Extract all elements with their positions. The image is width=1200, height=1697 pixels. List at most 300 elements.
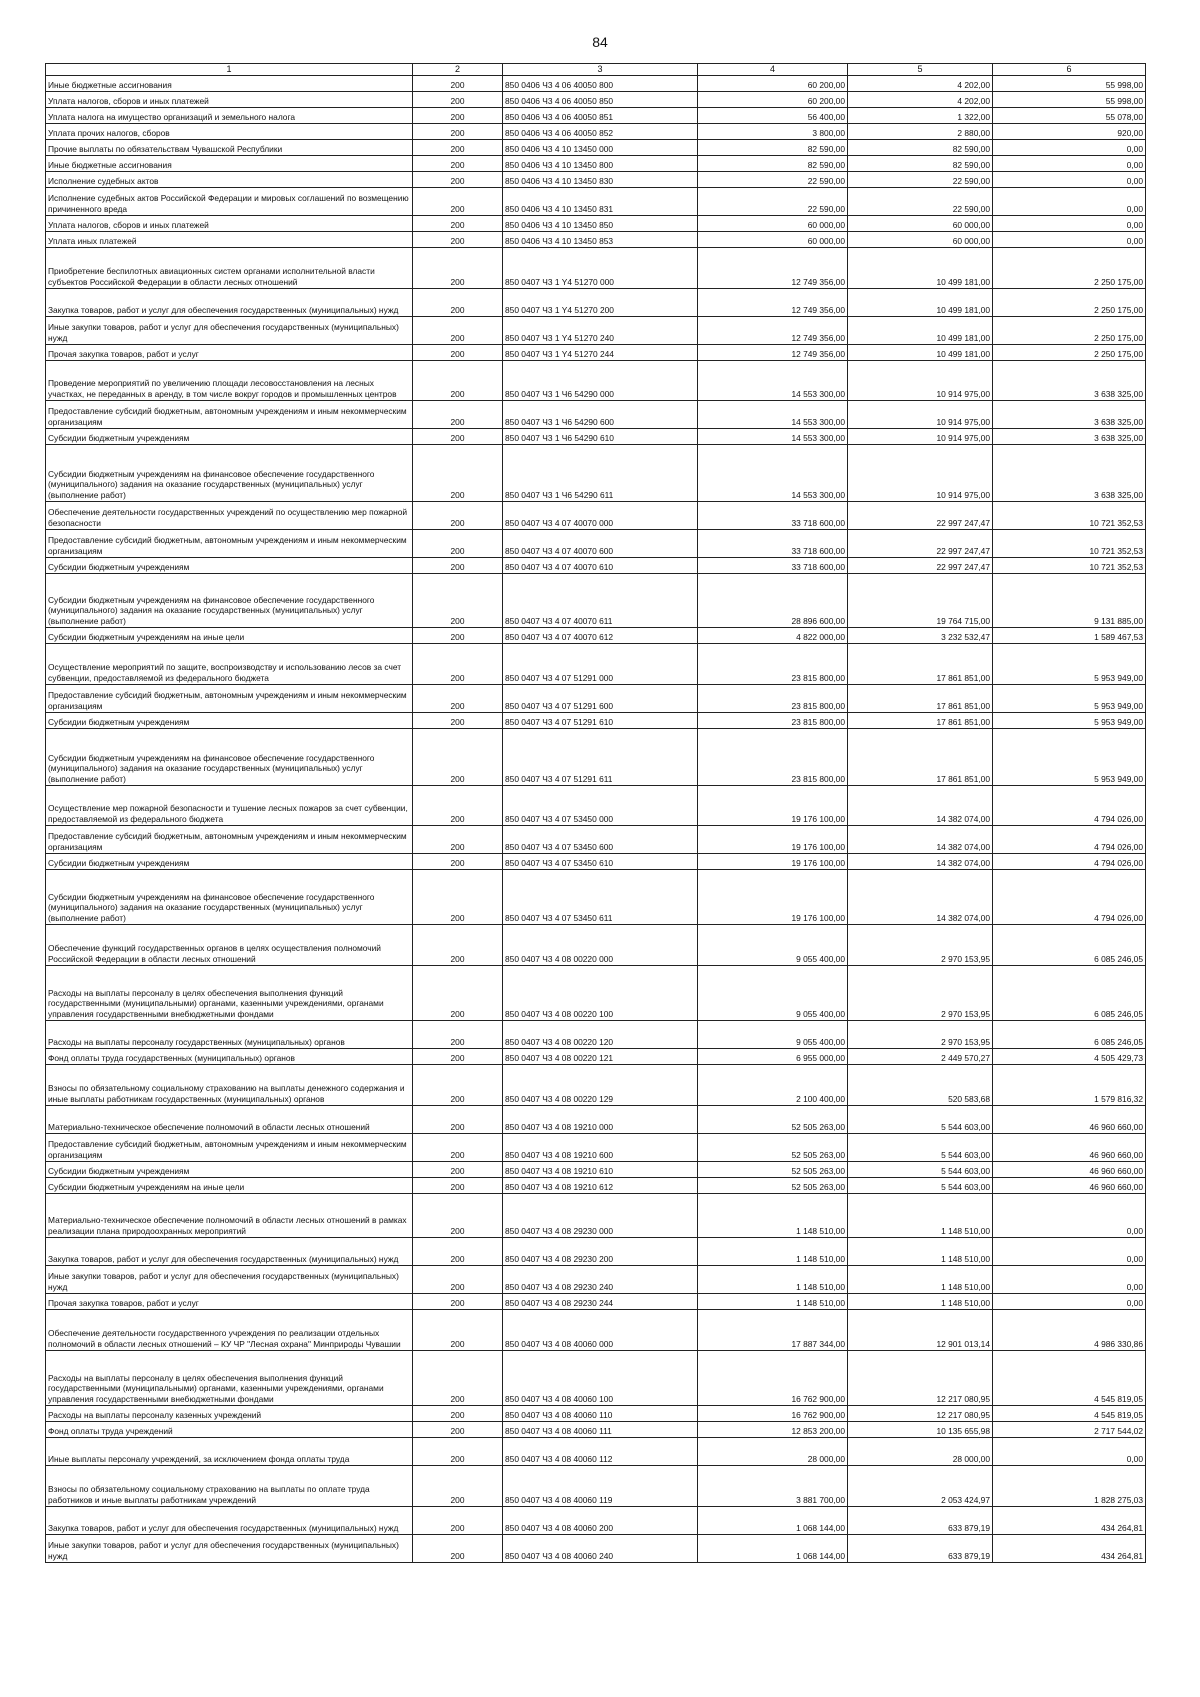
row-value-executed: 12 217 080,95 [848,1405,993,1421]
table-row [46,1048,1146,1064]
row-value-executed: 4 202,00 [848,91,993,107]
row-name: Материально-техническое обеспечение полномочий в области лесных отношений [46,1105,413,1133]
row-name: Фонд оплаты труда учреждений [46,1421,413,1437]
row-value-remaining: 3 638 325,00 [993,444,1146,501]
row-value-remaining: 0,00 [993,231,1146,247]
row-value-approved: 14 553 300,00 [698,360,848,400]
row-name: Прочие выплаты по обязательствам Чувашской Республики [46,139,413,155]
row-value-approved: 12 749 356,00 [698,288,848,316]
row-kbk: 850 0406 Ч3 4 10 13450 850 [503,215,698,231]
row-name: Обеспечение деятельности государственных учреждений по осуществлению мер пожарной безопасности [46,501,413,529]
table-row [46,1105,1146,1133]
row-kbk: 850 0407 Ч3 1 Ч6 54290 611 [503,444,698,501]
row-value-executed: 10 135 655,98 [848,1421,993,1437]
row-name: Иные выплаты персоналу учреждений, за исключением фонда оплаты труда [46,1437,413,1465]
row-name: Расходы на выплаты персоналу в целях обеспечения выполнения функций государственными (муниципальными) органами, казенными учреждениями, органами управления государственными внебюджетными фондами [46,965,413,1020]
row-code: 200 [413,1048,503,1064]
row-code: 200 [413,444,503,501]
row-value-approved: 12 749 356,00 [698,316,848,344]
row-name: Закупка товаров, работ и услуг для обеспечения государственных (муниципальных) нужд [46,1237,413,1265]
row-value-remaining: 1 589 467,53 [993,627,1146,643]
row-kbk: 850 0407 Ч3 1 Y4 51270 240 [503,316,698,344]
row-kbk: 850 0407 Ч3 4 07 53450 611 [503,869,698,924]
row-name: Субсидии бюджетным учреждениям [46,1161,413,1177]
row-value-approved: 60 200,00 [698,75,848,91]
row-value-executed: 2 970 153,95 [848,924,993,965]
row-value-approved: 14 553 300,00 [698,400,848,428]
table-row [46,247,1146,288]
row-code: 200 [413,155,503,171]
row-value-remaining: 0,00 [993,1293,1146,1309]
row-kbk: 850 0407 Ч3 4 07 40070 612 [503,627,698,643]
row-kbk: 850 0407 Ч3 4 08 40060 110 [503,1405,698,1421]
row-value-remaining: 2 250 175,00 [993,316,1146,344]
row-name: Прочая закупка товаров, работ и услуг [46,1293,413,1309]
row-code: 200 [413,501,503,529]
row-name: Предоставление субсидий бюджетным, автономным учреждениям и иным некоммерческим организациям [46,825,413,853]
row-kbk: 850 0407 Ч3 1 Y4 51270 244 [503,344,698,360]
row-value-approved: 1 068 144,00 [698,1534,848,1562]
row-code: 200 [413,1105,503,1133]
row-value-approved: 23 815 800,00 [698,712,848,728]
row-value-executed: 1 322,00 [848,107,993,123]
row-value-executed: 22 997 247,47 [848,557,993,573]
row-value-executed: 60 000,00 [848,231,993,247]
row-code: 200 [413,1465,503,1506]
row-value-executed: 4 202,00 [848,75,993,91]
table-row [46,123,1146,139]
row-value-executed: 14 382 074,00 [848,785,993,825]
row-value-approved: 33 718 600,00 [698,501,848,529]
row-value-executed: 10 499 181,00 [848,247,993,288]
row-value-executed: 5 544 603,00 [848,1105,993,1133]
table-row [46,1265,1146,1293]
header-row [46,64,1146,76]
table-row [46,1350,1146,1405]
table-row [46,1161,1146,1177]
table-row [46,643,1146,684]
row-value-approved: 82 590,00 [698,139,848,155]
row-kbk: 850 0406 Ч3 4 06 40050 851 [503,107,698,123]
row-value-remaining: 920,00 [993,123,1146,139]
row-value-approved: 23 815 800,00 [698,643,848,684]
row-kbk: 850 0407 Ч3 4 07 51291 611 [503,728,698,785]
row-value-executed: 17 861 851,00 [848,712,993,728]
row-value-approved: 23 815 800,00 [698,728,848,785]
row-kbk: 850 0407 Ч3 4 08 19210 600 [503,1133,698,1161]
row-value-remaining: 4 794 026,00 [993,869,1146,924]
row-value-remaining: 46 960 660,00 [993,1161,1146,1177]
column-header-2: 2 [413,64,503,76]
row-value-executed: 22 997 247,47 [848,501,993,529]
row-kbk: 850 0406 Ч3 4 06 40050 850 [503,91,698,107]
table-body [46,75,1146,1562]
table-row [46,1237,1146,1265]
row-kbk: 850 0407 Ч3 4 08 00220 100 [503,965,698,1020]
row-value-remaining: 2 250 175,00 [993,344,1146,360]
row-code: 200 [413,1237,503,1265]
row-value-executed: 10 914 975,00 [848,400,993,428]
column-header-4: 4 [698,64,848,76]
row-code: 200 [413,107,503,123]
row-name: Субсидии бюджетным учреждениям [46,853,413,869]
row-code: 200 [413,643,503,684]
row-value-approved: 17 887 344,00 [698,1309,848,1350]
row-kbk: 850 0406 Ч3 4 10 13450 853 [503,231,698,247]
row-kbk: 850 0407 Ч3 4 08 40060 000 [503,1309,698,1350]
row-value-remaining: 55 078,00 [993,107,1146,123]
row-value-approved: 1 148 510,00 [698,1265,848,1293]
row-kbk: 850 0407 Ч3 4 07 53450 600 [503,825,698,853]
row-value-executed: 19 764 715,00 [848,573,993,627]
row-value-executed: 10 914 975,00 [848,360,993,400]
column-header-3: 3 [503,64,698,76]
row-kbk: 850 0406 Ч3 4 10 13450 800 [503,155,698,171]
row-code: 200 [413,1064,503,1105]
row-name: Обеспечение функций государственных органов в целях осуществления полномочий Российской Федерации в области лесных отношений [46,924,413,965]
row-code: 200 [413,1437,503,1465]
row-kbk: 850 0407 Ч3 4 07 51291 000 [503,643,698,684]
table-row [46,627,1146,643]
row-value-executed: 10 499 181,00 [848,344,993,360]
row-value-approved: 12 853 200,00 [698,1421,848,1437]
row-kbk: 850 0407 Ч3 4 07 40070 600 [503,529,698,557]
row-value-remaining: 1 579 816,32 [993,1064,1146,1105]
row-value-executed: 10 499 181,00 [848,316,993,344]
row-value-remaining: 0,00 [993,187,1146,215]
row-name: Проведение мероприятий по увеличению площади лесовосстановления на лесных участках, не переданных в аренду, в том числе вокруг городов и промышленных центров [46,360,413,400]
row-code: 200 [413,1133,503,1161]
row-value-approved: 14 553 300,00 [698,444,848,501]
row-value-remaining: 2 717 544,02 [993,1421,1146,1437]
table-row [46,215,1146,231]
row-code: 200 [413,728,503,785]
row-name: Расходы на выплаты персоналу в целях обеспечения выполнения функций государственными (муниципальными) органами, казенными учреждениями, органами управления государственными внебюджетными фондами [46,1350,413,1405]
row-value-approved: 4 822 000,00 [698,627,848,643]
row-value-executed: 17 861 851,00 [848,643,993,684]
row-kbk: 850 0407 Ч3 4 08 00220 120 [503,1020,698,1048]
row-value-remaining: 0,00 [993,139,1146,155]
row-code: 200 [413,712,503,728]
row-value-executed: 10 499 181,00 [848,288,993,316]
page-number: 84 [592,34,608,50]
row-value-approved: 23 815 800,00 [698,684,848,712]
table-row [46,573,1146,627]
row-name: Исполнение судебных актов [46,171,413,187]
table-row [46,91,1146,107]
table-row [46,1193,1146,1237]
row-code: 200 [413,344,503,360]
table-row [46,1465,1146,1506]
row-code: 200 [413,123,503,139]
row-code: 200 [413,316,503,344]
row-name: Иные закупки товаров, работ и услуг для обеспечения государственных (муниципальных) нужд [46,1534,413,1562]
row-value-approved: 3 800,00 [698,123,848,139]
row-kbk: 850 0407 Ч3 4 08 19210 000 [503,1105,698,1133]
row-value-executed: 2 880,00 [848,123,993,139]
row-code: 200 [413,853,503,869]
table-row [46,231,1146,247]
row-value-executed: 2 970 153,95 [848,1020,993,1048]
row-code: 200 [413,171,503,187]
table-row [46,187,1146,215]
row-code: 200 [413,360,503,400]
row-kbk: 850 0407 Ч3 4 08 00220 129 [503,1064,698,1105]
row-value-remaining: 10 721 352,53 [993,529,1146,557]
row-code: 200 [413,1177,503,1193]
row-kbk: 850 0407 Ч3 1 Ч6 54290 000 [503,360,698,400]
row-value-remaining: 55 998,00 [993,75,1146,91]
row-value-remaining: 46 960 660,00 [993,1177,1146,1193]
table-row [46,825,1146,853]
row-value-approved: 12 749 356,00 [698,247,848,288]
row-value-executed: 5 544 603,00 [848,1133,993,1161]
row-value-approved: 52 505 263,00 [698,1105,848,1133]
table-row [46,529,1146,557]
row-name: Исполнение судебных актов Российской Федерации и мировых соглашений по возмещению причиненного вреда [46,187,413,215]
row-name: Закупка товаров, работ и услуг для обеспечения государственных (муниципальных) нужд [46,288,413,316]
row-value-remaining: 0,00 [993,155,1146,171]
row-value-remaining: 0,00 [993,1193,1146,1237]
row-value-remaining: 2 250 175,00 [993,288,1146,316]
table-row [46,1506,1146,1534]
row-value-executed: 5 544 603,00 [848,1161,993,1177]
row-value-approved: 2 100 400,00 [698,1064,848,1105]
row-kbk: 850 0407 Ч3 4 08 19210 612 [503,1177,698,1193]
budget-table [45,63,1146,1563]
row-value-executed: 520 583,68 [848,1064,993,1105]
row-value-approved: 60 200,00 [698,91,848,107]
row-value-remaining: 10 721 352,53 [993,501,1146,529]
row-value-executed: 28 000,00 [848,1437,993,1465]
row-value-remaining: 55 998,00 [993,91,1146,107]
row-code: 200 [413,1534,503,1562]
row-value-executed: 14 382 074,00 [848,825,993,853]
row-code: 200 [413,529,503,557]
row-code: 200 [413,785,503,825]
row-value-executed: 17 861 851,00 [848,728,993,785]
row-value-approved: 82 590,00 [698,155,848,171]
row-value-approved: 16 762 900,00 [698,1405,848,1421]
row-name: Фонд оплаты труда государственных (муниципальных) органов [46,1048,413,1064]
row-value-remaining: 6 085 246,05 [993,1020,1146,1048]
row-name: Предоставление субсидий бюджетным, автономным учреждениям и иным некоммерческим организациям [46,529,413,557]
row-name: Предоставление субсидий бюджетным, автономным учреждениям и иным некоммерческим организациям [46,1133,413,1161]
row-value-approved: 33 718 600,00 [698,529,848,557]
row-value-remaining: 46 960 660,00 [993,1105,1146,1133]
table-row [46,853,1146,869]
row-value-approved: 19 176 100,00 [698,869,848,924]
table-row [46,316,1146,344]
row-code: 200 [413,231,503,247]
table-row [46,1405,1146,1421]
row-value-remaining: 10 721 352,53 [993,557,1146,573]
table-row [46,1534,1146,1562]
table-row [46,171,1146,187]
row-kbk: 850 0406 Ч3 4 06 40050 852 [503,123,698,139]
row-value-remaining: 4 794 026,00 [993,853,1146,869]
row-value-remaining: 434 264,81 [993,1506,1146,1534]
row-value-executed: 82 590,00 [848,139,993,155]
table-row [46,1437,1146,1465]
row-kbk: 850 0407 Ч3 4 08 29230 200 [503,1237,698,1265]
row-name: Субсидии бюджетным учреждениям [46,712,413,728]
row-code: 200 [413,288,503,316]
row-kbk: 850 0407 Ч3 4 07 51291 610 [503,712,698,728]
row-value-executed: 82 590,00 [848,155,993,171]
row-value-approved: 60 000,00 [698,231,848,247]
row-value-remaining: 5 953 949,00 [993,684,1146,712]
row-value-executed: 2 449 570,27 [848,1048,993,1064]
row-value-remaining: 2 250 175,00 [993,247,1146,288]
row-code: 200 [413,1293,503,1309]
table-row [46,1309,1146,1350]
row-code: 200 [413,965,503,1020]
row-value-executed: 5 544 603,00 [848,1177,993,1193]
row-value-executed: 1 148 510,00 [848,1193,993,1237]
row-code: 200 [413,1020,503,1048]
row-value-approved: 1 148 510,00 [698,1293,848,1309]
row-value-executed: 14 382 074,00 [848,853,993,869]
row-name: Субсидии бюджетным учреждениям на финансовое обеспечение государственного (муниципального) задания на оказание государственных (муниципальных) услуг (выполнение работ) [46,869,413,924]
table-row [46,1133,1146,1161]
row-value-approved: 22 590,00 [698,171,848,187]
table-row [46,965,1146,1020]
row-value-remaining: 4 505 429,73 [993,1048,1146,1064]
row-name: Осуществление мероприятий по защите, воспроизводству и использованию лесов за счет субвенции, предоставляемой из федерального бюджета [46,643,413,684]
table-row [46,1064,1146,1105]
row-code: 200 [413,684,503,712]
row-code: 200 [413,1309,503,1350]
row-name: Взносы по обязательному социальному страхованию на выплаты денежного содержания и иные выплаты работникам государственных (муниципальных) органов [46,1064,413,1105]
table-row [46,728,1146,785]
row-value-executed: 10 914 975,00 [848,428,993,444]
row-kbk: 850 0407 Ч3 4 07 53450 000 [503,785,698,825]
row-kbk: 850 0407 Ч3 4 08 40060 112 [503,1437,698,1465]
row-value-approved: 1 148 510,00 [698,1193,848,1237]
row-code: 200 [413,924,503,965]
row-value-remaining: 4 794 026,00 [993,785,1146,825]
row-value-approved: 28 000,00 [698,1437,848,1465]
table-row [46,75,1146,91]
row-name: Уплата налогов, сборов и иных платежей [46,91,413,107]
row-value-executed: 12 217 080,95 [848,1350,993,1405]
row-value-approved: 19 176 100,00 [698,785,848,825]
table-row [46,1020,1146,1048]
row-kbk: 850 0406 Ч3 4 06 40050 800 [503,75,698,91]
row-code: 200 [413,75,503,91]
row-value-executed: 633 879,19 [848,1534,993,1562]
row-value-executed: 22 590,00 [848,171,993,187]
row-value-approved: 22 590,00 [698,187,848,215]
row-value-remaining: 3 638 325,00 [993,400,1146,428]
row-value-executed: 14 382 074,00 [848,869,993,924]
row-value-approved: 9 055 400,00 [698,924,848,965]
row-value-remaining: 0,00 [993,171,1146,187]
table-row [46,360,1146,400]
row-code: 200 [413,1161,503,1177]
row-kbk: 850 0406 Ч3 4 10 13450 830 [503,171,698,187]
row-value-approved: 28 896 600,00 [698,573,848,627]
table-row [46,924,1146,965]
table-row [46,557,1146,573]
row-value-approved: 19 176 100,00 [698,825,848,853]
row-value-approved: 9 055 400,00 [698,1020,848,1048]
row-value-remaining: 6 085 246,05 [993,924,1146,965]
row-code: 200 [413,187,503,215]
row-value-remaining: 4 545 819,05 [993,1350,1146,1405]
row-code: 200 [413,557,503,573]
row-value-executed: 1 148 510,00 [848,1293,993,1309]
row-name: Предоставление субсидий бюджетным, автономным учреждениям и иным некоммерческим организациям [46,400,413,428]
row-name: Субсидии бюджетным учреждениям на финансовое обеспечение государственного (муниципального) задания на оказание государственных (муниципальных) услуг (выполнение работ) [46,444,413,501]
row-value-remaining: 4 986 330,86 [993,1309,1146,1350]
row-code: 200 [413,139,503,155]
row-value-remaining: 9 131 885,00 [993,573,1146,627]
row-name: Уплата прочих налогов, сборов [46,123,413,139]
row-value-remaining: 4 794 026,00 [993,825,1146,853]
row-value-remaining: 0,00 [993,1237,1146,1265]
row-value-executed: 3 232 532,47 [848,627,993,643]
row-kbk: 850 0407 Ч3 4 08 19210 610 [503,1161,698,1177]
row-name: Расходы на выплаты персоналу государственных (муниципальных) органов [46,1020,413,1048]
row-value-remaining: 5 953 949,00 [993,728,1146,785]
row-code: 200 [413,1350,503,1405]
row-value-approved: 14 553 300,00 [698,428,848,444]
row-code: 200 [413,1405,503,1421]
row-kbk: 850 0407 Ч3 4 08 40060 100 [503,1350,698,1405]
row-name: Субсидии бюджетным учреждениям [46,557,413,573]
row-value-executed: 22 590,00 [848,187,993,215]
row-value-remaining: 46 960 660,00 [993,1133,1146,1161]
row-code: 200 [413,825,503,853]
row-kbk: 850 0407 Ч3 1 Y4 51270 200 [503,288,698,316]
row-value-approved: 60 000,00 [698,215,848,231]
table-row [46,785,1146,825]
table-row [46,288,1146,316]
row-kbk: 850 0407 Ч3 4 07 40070 611 [503,573,698,627]
row-name: Иные закупки товаров, работ и услуг для обеспечения государственных (муниципальных) нужд [46,316,413,344]
table-row [46,1293,1146,1309]
row-kbk: 850 0406 Ч3 4 10 13450 831 [503,187,698,215]
row-value-approved: 52 505 263,00 [698,1177,848,1193]
row-value-executed: 60 000,00 [848,215,993,231]
row-code: 200 [413,627,503,643]
row-value-remaining: 1 828 275,03 [993,1465,1146,1506]
column-header-6: 6 [993,64,1146,76]
row-value-approved: 6 955 000,00 [698,1048,848,1064]
table-row [46,444,1146,501]
table-row [46,501,1146,529]
table-row [46,869,1146,924]
row-name: Уплата налога на имущество организаций и земельного налога [46,107,413,123]
row-name: Закупка товаров, работ и услуг для обеспечения государственных (муниципальных) нужд [46,1506,413,1534]
row-value-remaining: 0,00 [993,1265,1146,1293]
table-row [46,1421,1146,1437]
table-row [46,107,1146,123]
row-value-approved: 52 505 263,00 [698,1161,848,1177]
row-code: 200 [413,1265,503,1293]
row-value-remaining: 0,00 [993,1437,1146,1465]
table-row [46,400,1146,428]
row-value-approved: 12 749 356,00 [698,344,848,360]
table-row [46,428,1146,444]
row-value-executed: 1 148 510,00 [848,1265,993,1293]
row-name: Субсидии бюджетным учреждениям на иные цели [46,1177,413,1193]
row-name: Иные закупки товаров, работ и услуг для обеспечения государственных (муниципальных) нужд [46,1265,413,1293]
row-name: Субсидии бюджетным учреждениям [46,428,413,444]
row-value-executed: 17 861 851,00 [848,684,993,712]
